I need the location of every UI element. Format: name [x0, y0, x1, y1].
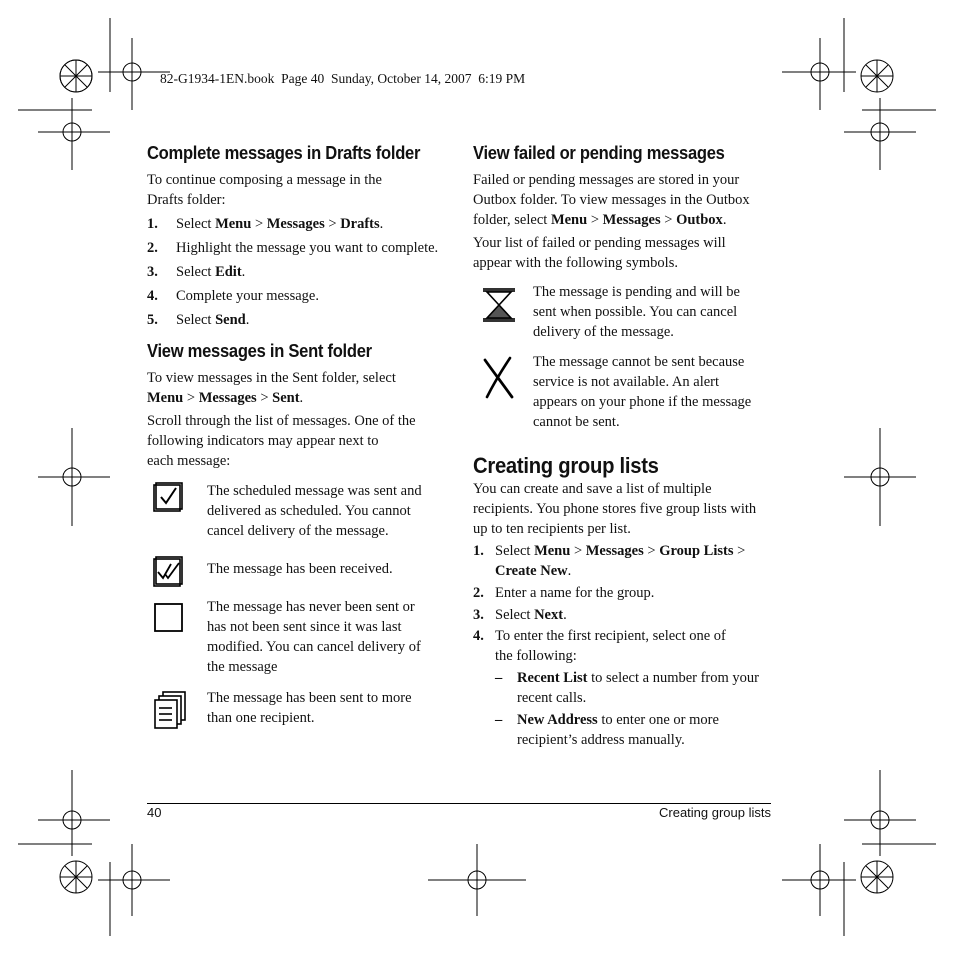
group-steps: 1. Select Menu > Messages > Group Lists > Create New. 2. Enter a name for the group. 3. Select Next. 4. To enter the first recipient, select one of the following: – Recent List to select a number from your recent calls. – New Address to enter one or more recipient’s address manually.	[473, 543, 759, 748]
drafts-intro: To continue composing a message in the Drafts folder:	[147, 172, 382, 208]
sent-scroll-text: Scroll through the list of messages. One of the following indicators may appear next to each message:	[147, 413, 416, 469]
multiple-recipients-icon	[153, 690, 189, 730]
indicator-received-text: The message has been received.	[207, 561, 393, 577]
received-icon	[152, 554, 186, 588]
failed-symbols-intro: Your list of failed or pending messages will appear with the following symbols.	[473, 235, 726, 271]
page-number: 40	[147, 805, 162, 820]
sent-intro: To view messages in the Sent folder, select Menu > Messages > Sent.	[147, 370, 396, 406]
group-lists-heading: Creating group lists	[473, 453, 659, 478]
scheduled-sent-icon	[152, 481, 184, 513]
failed-intro: Failed or pending messages are stored in your Outbox folder. To view messages in the Outbox folder, select Menu > Messages > Outbox.	[473, 172, 750, 228]
failed-heading: View failed or pending messages	[473, 143, 725, 163]
footer-rule	[147, 803, 771, 804]
hourglass-icon	[480, 285, 518, 325]
indicator-multiple-text: The message has been sent to more than one recipient.	[207, 690, 412, 726]
drafts-heading: Complete messages in Drafts folder	[147, 143, 421, 163]
not-sent-icon	[153, 602, 185, 634]
footer-section-title: Creating group lists	[659, 805, 771, 820]
failed-x-icon	[480, 355, 518, 401]
symbol-pending-text: The message is pending and will be sent when possible. You can cancel delivery of the message.	[533, 284, 740, 340]
group-lists-intro: You can create and save a list of multiple recipients. You phone stores five group lists with up to ten recipients per list.	[473, 481, 757, 537]
sent-heading: View messages in Sent folder	[147, 341, 372, 361]
book-file-line: 82-G1934-1EN.book Page 40 Sunday, October 14, 2007 6:19 PM	[160, 71, 526, 86]
indicator-not-sent-text: The message has never been sent or has not been sent since it was last modified. You can cancel delivery of the message	[207, 599, 421, 675]
symbol-failed-text: The message cannot be sent because service is not available. An alert appears on your phone if the message cannot be sent.	[533, 354, 752, 430]
indicator-scheduled-text: The scheduled message was sent and delivered as scheduled. You cannot cancel delivery of the message.	[207, 483, 422, 539]
